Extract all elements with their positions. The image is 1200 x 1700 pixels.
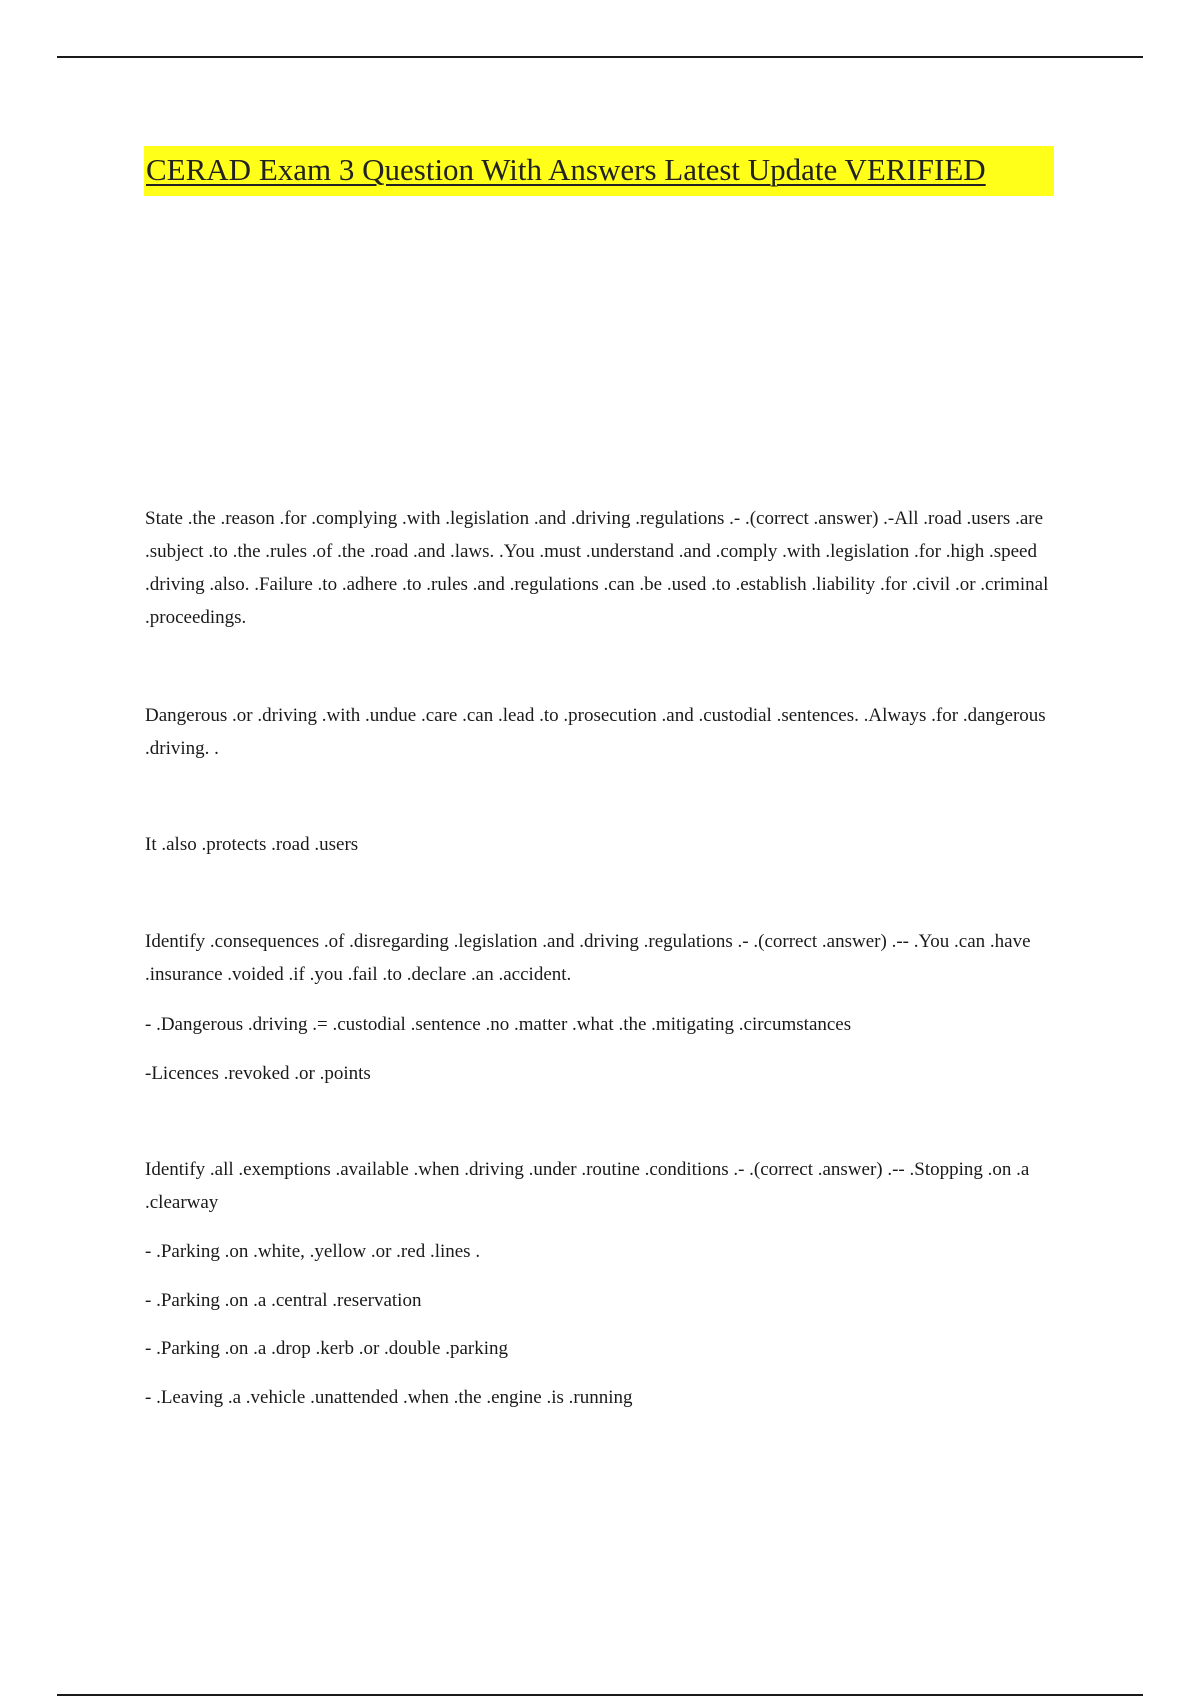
list-item-text: - .Dangerous .driving .= .custodial .sentence .no .matter .what .the .mitigating .circumstances [145, 1014, 852, 1035]
list-item-licences-revoked [145, 1057, 1095, 1090]
top-rule [57, 56, 1143, 58]
list-item-drop-kerb [145, 1332, 1095, 1365]
paragraph-text: State .the .reason .for .complying .with .legislation .and .driving .regulations .- .(correct .answer) .-All .road .users .are .subject .to .the .rules .of .the .road .and .laws. .You .must .understand .and .comply .with .legislation .for .high .speed .driving .also. .Failure .to .adhere .to .rules .and .regulations .can .be .used .to .establish .liability .for .civil .or .criminal .proceedings. [145, 508, 1049, 628]
list-item-central-reservation [145, 1284, 1095, 1317]
list-item-text: - .Parking .on .a .central .reservation [145, 1290, 422, 1311]
paragraph-text: It .also .protects .road .users [145, 834, 359, 855]
paragraph-dangerous-driving [145, 699, 1095, 765]
list-item-text: - .Parking .on .a .drop .kerb .or .double .parking [145, 1338, 509, 1359]
document-title: CERAD Exam 3 Question With Answers Latest Update VERIFIED [146, 152, 986, 187]
bottom-rule [57, 1694, 1143, 1696]
list-item-dangerous-driving [145, 1008, 1095, 1041]
list-item-text: -Licences .revoked .or .points [145, 1063, 371, 1084]
paragraph-text: Identify .consequences .of .disregarding .legislation .and .driving .regulations .- .(correct .answer) .-- .You .can .have .insurance .voided .if .you .fail .to .declare .an .accident. [145, 931, 1031, 985]
paragraph-reason-for-complying [145, 502, 1095, 634]
paragraph-text: Identify .all .exemptions .available .when .driving .under .routine .conditions .- .(correct .answer) .-- .Stopping .on .a .clearway [145, 1159, 1030, 1213]
list-item-text: - .Leaving .a .vehicle .unattended .when .the .engine .is .running [145, 1387, 633, 1408]
paragraph-protects-road-users [145, 828, 1095, 861]
paragraph-text: Dangerous .or .driving .with .undue .care .can .lead .to .prosecution .and .custodial .sentences. .Always .for .dangerous .driving. . [145, 705, 1046, 759]
list-item-vehicle-unattended [145, 1381, 1095, 1414]
list-item-parking-lines [145, 1235, 1095, 1268]
list-item-text: - .Parking .on .white, .yellow .or .red .lines . [145, 1241, 481, 1262]
paragraph-consequences [145, 925, 1095, 991]
title-highlight [144, 146, 1054, 196]
paragraph-exemptions [145, 1153, 1095, 1219]
